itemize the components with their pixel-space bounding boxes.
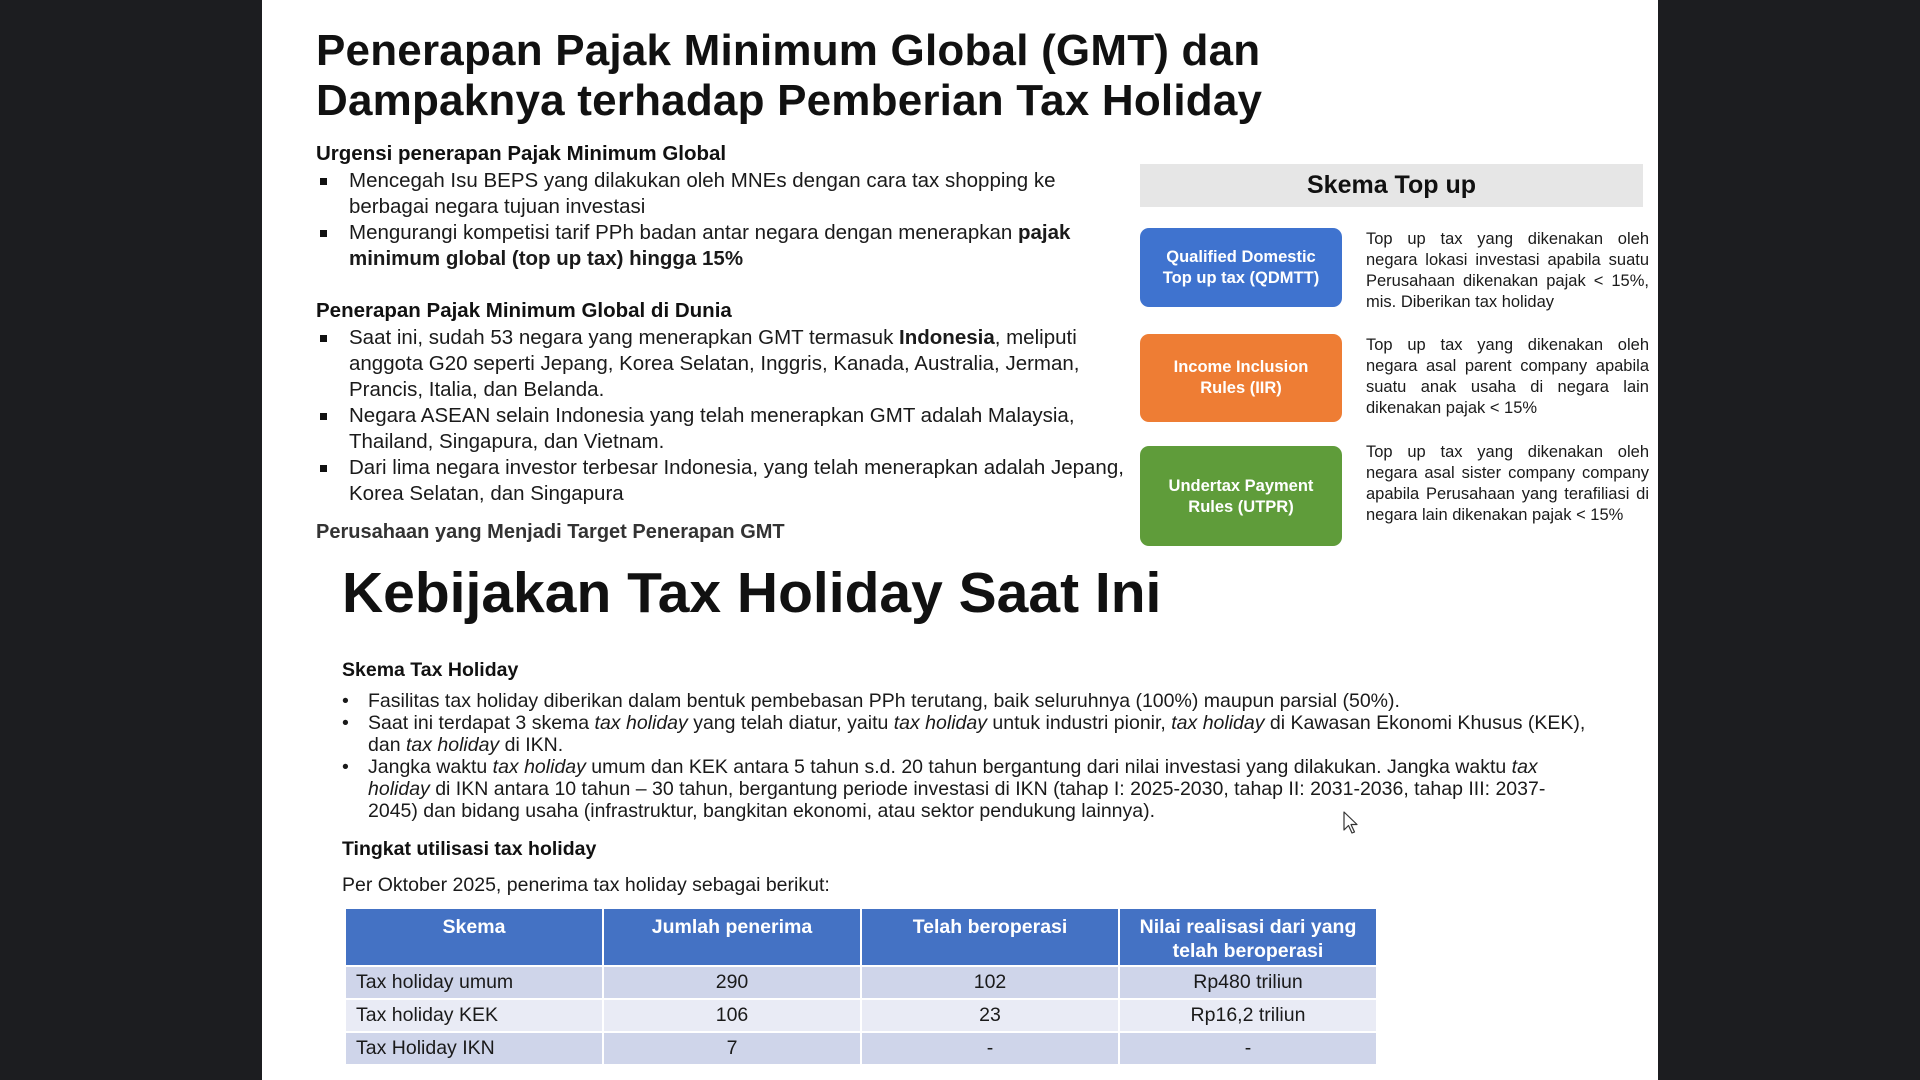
- document-page: [262, 0, 1658, 1080]
- slide1-title-line1: Penerapan Pajak Minimum Global (GMT) dan: [316, 26, 1261, 75]
- bullet-text: Negara ASEAN selain Indonesia yang telah menerapkan GMT adalah Malaysia, Thailand, Singapura, dan Vietnam.: [349, 404, 1075, 453]
- utpr-box: Undertax Payment Rules (UTPR): [1140, 446, 1342, 546]
- table-cell: 102: [861, 966, 1119, 999]
- table-row: [345, 966, 1377, 999]
- iir-box: Income Inclusion Rules (IIR): [1140, 334, 1342, 422]
- bullet-text: Dari lima negara investor terbesar Indonesia, yang telah menerapkan adalah Jepang, Korea Selatan, dan Singapura: [349, 456, 1124, 505]
- table-cell: Rp480 triliun: [1119, 966, 1377, 999]
- list-item: [316, 220, 1136, 272]
- slide-tax-holiday: [262, 540, 1658, 1080]
- table-cell: Tax Holiday IKN: [345, 1032, 603, 1065]
- urgensi-heading: Urgensi penerapan Pajak Minimum Global: [316, 142, 727, 165]
- mouse-cursor-icon: [1343, 811, 1361, 835]
- slide1-title-line2: Dampaknya terhadap Pemberian Tax Holiday: [316, 76, 1263, 125]
- cut-off-heading: Perusahaan yang Menjadi Target Penerapan GMT: [316, 521, 785, 543]
- skema-tax-holiday-heading: Skema Tax Holiday: [342, 659, 519, 681]
- table-header: Skema: [345, 908, 603, 966]
- table-cell: 7: [603, 1032, 861, 1065]
- table-cell: -: [1119, 1032, 1377, 1065]
- table-header: Jumlah penerima: [603, 908, 861, 966]
- bullet-bold-text: pajak minimum global (top up tax) hingga 15%: [349, 221, 1071, 270]
- list-item: [342, 690, 1592, 712]
- table-cell: -: [861, 1032, 1119, 1065]
- table-header: Telah beroperasi: [861, 908, 1119, 966]
- qdmtt-description: Top up tax yang dikenakan oleh negara lokasi investasi apabila suatu Perusahaan dikenakan pajak < 15%, mis. Diberikan tax holiday: [1366, 230, 1649, 311]
- bullet-text: Mengurangi kompetisi tarif PPh badan antar negara dengan menerapkan: [349, 221, 1018, 244]
- table-cell: Tax holiday KEK: [345, 999, 603, 1032]
- slide1-title: [316, 26, 1262, 126]
- bullet-text: Saat ini, sudah 53 negara yang menerapkan GMT termasuk: [349, 326, 900, 349]
- dunia-heading: Penerapan Pajak Minimum Global di Dunia: [316, 299, 732, 322]
- iir-description: Top up tax yang dikenakan oleh negara asal parent company apabila suatu anak usaha di negara lain dikenakan pajak < 15%: [1366, 336, 1649, 417]
- list-item: [316, 325, 1136, 403]
- qdmtt-box: Qualified Domestic Top up tax (QDMTT): [1140, 228, 1342, 307]
- table-cell: Tax holiday umum: [345, 966, 603, 999]
- dunia-list: [316, 325, 1136, 507]
- table-row: [345, 999, 1377, 1032]
- list-item: [316, 455, 1136, 507]
- table-cell: 106: [603, 999, 861, 1032]
- bullet-text: , meliputi anggota G20 seperti Jepang, Korea Selatan, Inggris, Kanada, Australia, Jerman, Prancis, Italia, dan Belanda.: [349, 326, 1080, 401]
- list-item: [316, 403, 1136, 455]
- table-cell: 290: [603, 966, 861, 999]
- list-item: • Jangka waktu tax holiday umum dan KEK antara 5 tahun s.d. 20 tahun bergantung dari nilai investasi yang dilakukan. Jangka waktu tax holiday di IKN antara 10 tahun – 30 tahun, bergantung periode investasi di IKN (tahap I: 2025-2030, tahap II: 2031-2036, tahap III: 2037-2045) dan bidang usaha (infrastruktur, bangkitan ekonomi, atau sektor pendukung lainnya).: [342, 756, 1592, 822]
- slide-gmt: [262, 0, 1658, 543]
- skema-topup-heading: Skema Top up: [1140, 164, 1643, 207]
- per-oktober-text: Per Oktober 2025, penerima tax holiday sebagai berikut:: [342, 874, 830, 896]
- urgensi-list: [316, 168, 1136, 272]
- table-cell: 23: [861, 999, 1119, 1032]
- bullet-text: Mencegah Isu BEPS yang dilakukan oleh MNEs dengan cara tax shopping ke berbagai negara tujuan investasi: [349, 169, 1056, 218]
- list-item: [316, 168, 1136, 220]
- utilisasi-heading: Tingkat utilisasi tax holiday: [342, 838, 597, 860]
- table-row: [345, 1032, 1377, 1065]
- table-header-row: [345, 908, 1377, 966]
- table-cell: Rp16,2 triliun: [1119, 999, 1377, 1032]
- tax-holiday-list: [342, 690, 1592, 822]
- list-item: • Saat ini terdapat 3 skema tax holiday yang telah diatur, yaitu tax holiday untuk industri pionir, tax holiday di Kawasan Ekonomi Khusus (KEK), dan tax holiday di IKN.: [342, 712, 1592, 756]
- tax-holiday-table: [344, 907, 1378, 1066]
- utpr-description: Top up tax yang dikenakan oleh negara asal sister company company apabila Perusahaan yang terafiliasi di negara lain dikenakan pajak < 15%: [1366, 443, 1649, 524]
- table-header: Nilai realisasi dari yang telah beroperasi: [1119, 908, 1377, 966]
- bullet-bold-text: Indonesia: [899, 326, 995, 349]
- slide2-title: Kebijakan Tax Holiday Saat Ini: [342, 561, 1162, 625]
- bullet-text: Fasilitas tax holiday diberikan dalam bentuk pembebasan PPh terutang, baik seluruhnya (100%) maupun parsial (50%).: [368, 690, 1400, 712]
